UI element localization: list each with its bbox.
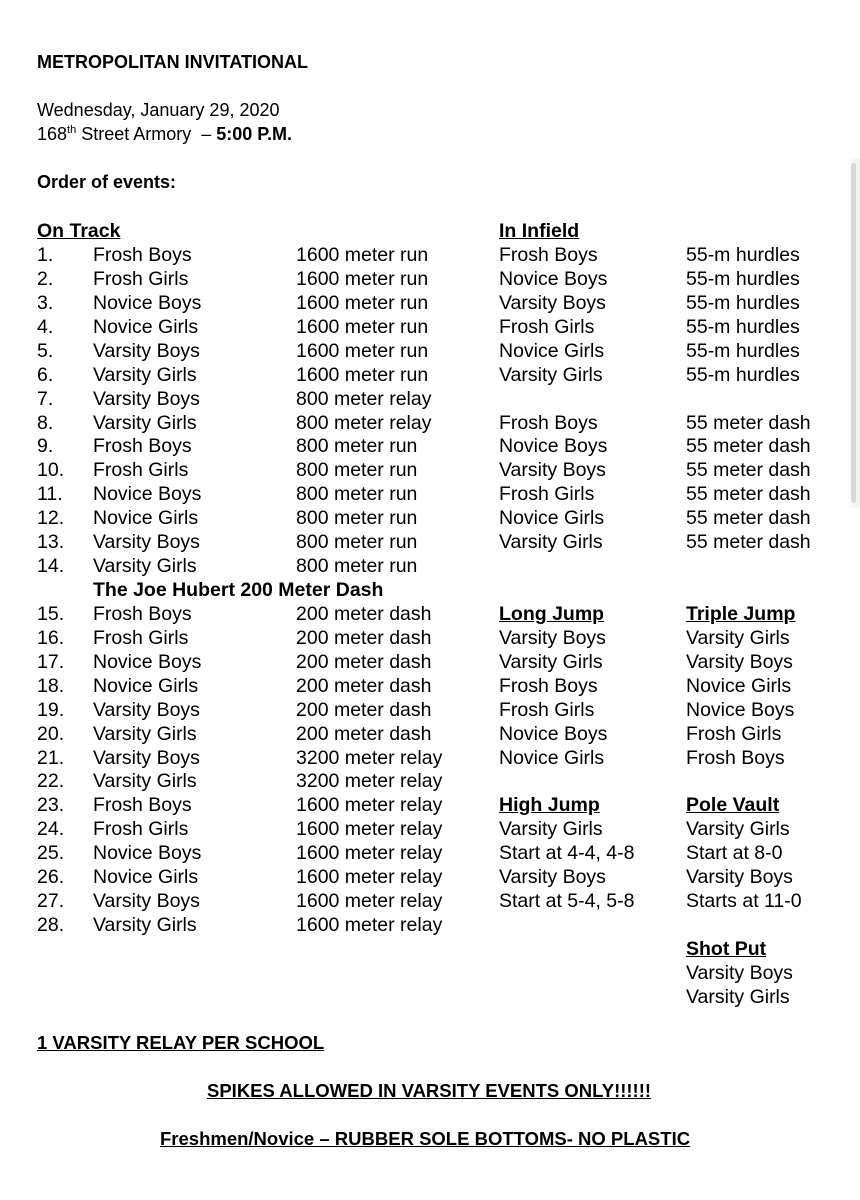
table-row bbox=[0, 530, 860, 554]
event-division: Novice Boys bbox=[93, 483, 202, 506]
event-division: Novice Boys bbox=[93, 650, 202, 673]
triple-jump-entry: Frosh Boys bbox=[686, 746, 785, 769]
shot-put-entry: Varsity Boys bbox=[686, 961, 793, 984]
event-name: 1600 meter relay bbox=[296, 890, 443, 913]
event-division: Varsity Girls bbox=[93, 411, 197, 434]
triple-jump-entry: Frosh Girls bbox=[686, 722, 782, 745]
table-row bbox=[0, 746, 860, 770]
table-row bbox=[0, 554, 860, 578]
infield-division: Frosh Girls bbox=[499, 315, 595, 338]
event-division: Frosh Girls bbox=[93, 818, 189, 841]
event-name: 1600 meter relay bbox=[296, 866, 443, 889]
event-number: 28. bbox=[37, 914, 65, 937]
event-number: 3. bbox=[37, 291, 54, 314]
table-row bbox=[0, 913, 860, 937]
shot-put-entry: Varsity Girls bbox=[686, 985, 790, 1008]
event-division: Frosh Boys bbox=[93, 244, 192, 266]
event-name: 1600 meter relay bbox=[296, 842, 443, 865]
event-number: 5. bbox=[37, 339, 54, 362]
high-jump-entry: Start at 4-4, 4-8 bbox=[499, 842, 635, 865]
event-number: 22. bbox=[37, 770, 65, 793]
long-jump-heading: Long Jump bbox=[499, 602, 605, 625]
triple-jump-entry: Varsity Girls bbox=[686, 626, 790, 649]
infield-event: 55 meter dash bbox=[686, 411, 811, 434]
event-division: Novice Boys bbox=[93, 291, 202, 314]
event-name: 200 meter dash bbox=[296, 626, 432, 649]
table-row bbox=[0, 698, 860, 722]
infield-event: 55 meter dash bbox=[686, 507, 811, 530]
special-event-heading: The Joe Hubert 200 Meter Dash bbox=[93, 579, 384, 602]
table-row bbox=[0, 339, 860, 363]
infield-event: 55-m hurdles bbox=[686, 244, 800, 266]
event-number: 26. bbox=[37, 866, 65, 889]
event-number: 17. bbox=[37, 650, 65, 673]
infield-division: Frosh Boys bbox=[499, 244, 598, 266]
event-name: 200 meter dash bbox=[296, 698, 432, 721]
event-division: Frosh Boys bbox=[93, 602, 192, 625]
event-number: 7. bbox=[37, 387, 54, 410]
table-row bbox=[0, 363, 860, 387]
event-number: 1. bbox=[37, 244, 54, 266]
event-division: Varsity Boys bbox=[93, 890, 200, 913]
meet-date: Wednesday, January 29, 2020 bbox=[37, 100, 280, 120]
infield-division: Novice Boys bbox=[499, 267, 608, 290]
event-number: 11. bbox=[37, 483, 63, 506]
long-jump-entry: Novice Boys bbox=[499, 722, 608, 745]
infield-event: 55 meter dash bbox=[686, 435, 811, 458]
event-division: Novice Girls bbox=[93, 315, 199, 338]
event-division: Novice Girls bbox=[93, 674, 199, 697]
table-row bbox=[0, 315, 860, 339]
long-jump-entry: Varsity Boys bbox=[499, 626, 606, 649]
table-row bbox=[0, 889, 860, 913]
table-row bbox=[0, 506, 860, 530]
event-name: 3200 meter relay bbox=[296, 770, 443, 793]
pole-vault-entry: Varsity Boys bbox=[686, 866, 793, 889]
event-number: 2. bbox=[37, 267, 54, 290]
event-number: 27. bbox=[37, 890, 65, 913]
event-number: 21. bbox=[37, 746, 65, 769]
event-division: Varsity Boys bbox=[93, 339, 200, 362]
high-jump-heading: High Jump bbox=[499, 794, 600, 817]
relay-rule-note: 1 VARSITY RELAY PER SCHOOL bbox=[37, 1032, 325, 1053]
event-number: 24. bbox=[37, 818, 65, 841]
event-name: 200 meter dash bbox=[296, 674, 432, 697]
page-title: METROPOLITAN INVITATIONAL bbox=[37, 52, 308, 72]
infield-division: Varsity Boys bbox=[499, 459, 606, 482]
infield-event: 55 meter dash bbox=[686, 531, 811, 554]
table-row bbox=[0, 411, 860, 435]
event-division: Frosh Girls bbox=[93, 626, 189, 649]
table-row bbox=[0, 817, 860, 841]
infield-division: Frosh Boys bbox=[499, 411, 598, 434]
pole-vault-entry: Starts at 11-0 bbox=[686, 890, 802, 913]
table-row bbox=[0, 434, 860, 458]
table-row bbox=[0, 267, 860, 291]
event-name: 1600 meter relay bbox=[296, 914, 443, 937]
event-name: 1600 meter run bbox=[296, 339, 429, 362]
event-division: Varsity Girls bbox=[93, 555, 197, 578]
event-division: Novice Girls bbox=[93, 507, 199, 530]
event-division: Novice Boys bbox=[93, 842, 202, 865]
event-number: 16. bbox=[37, 626, 65, 649]
table-row bbox=[0, 961, 860, 985]
event-number: 8. bbox=[37, 411, 54, 434]
table-row bbox=[0, 769, 860, 793]
event-number: 15. bbox=[37, 602, 65, 625]
infield-division: Varsity Girls bbox=[499, 531, 603, 554]
table-row bbox=[0, 458, 860, 482]
table-row bbox=[0, 674, 860, 698]
event-name: 200 meter dash bbox=[296, 602, 432, 625]
high-jump-entry: Varsity Girls bbox=[499, 818, 603, 841]
long-jump-entry: Frosh Boys bbox=[499, 674, 598, 697]
infield-division: Varsity Girls bbox=[499, 363, 603, 386]
event-number: 6. bbox=[37, 363, 54, 386]
event-number: 19. bbox=[37, 698, 65, 721]
event-division: Varsity Boys bbox=[93, 698, 200, 721]
event-division: Varsity Boys bbox=[93, 387, 200, 410]
table-row bbox=[0, 841, 860, 865]
infield-event: 55 meter dash bbox=[686, 459, 811, 482]
event-number: 23. bbox=[37, 794, 65, 817]
triple-jump-entry: Varsity Boys bbox=[686, 650, 793, 673]
table-row bbox=[0, 985, 860, 1009]
pole-vault-entry: Varsity Girls bbox=[686, 818, 790, 841]
event-division: Varsity Boys bbox=[93, 531, 200, 554]
table-row bbox=[0, 387, 860, 411]
in-infield-heading: In Infield bbox=[499, 220, 580, 242]
event-name: 800 meter run bbox=[296, 459, 418, 482]
event-number: 9. bbox=[37, 435, 54, 458]
table-row bbox=[0, 626, 860, 650]
event-name: 800 meter relay bbox=[296, 387, 432, 410]
event-number: 18. bbox=[37, 674, 65, 697]
event-number: 4. bbox=[37, 315, 54, 338]
event-name: 1600 meter run bbox=[296, 244, 429, 266]
infield-division: Novice Girls bbox=[499, 507, 605, 530]
high-jump-entry: Varsity Boys bbox=[499, 866, 606, 889]
event-division: Varsity Boys bbox=[93, 746, 200, 769]
venue-ordinal: th bbox=[67, 124, 77, 136]
infield-event: 55 meter dash bbox=[686, 483, 811, 506]
infield-event: 55-m hurdles bbox=[686, 363, 800, 386]
pole-vault-heading: Pole Vault bbox=[686, 794, 780, 817]
table-row bbox=[0, 482, 860, 506]
table-row bbox=[0, 650, 860, 674]
venue-number: 168 bbox=[37, 124, 68, 144]
event-number: 13. bbox=[37, 531, 65, 554]
event-name: 1600 meter relay bbox=[296, 818, 443, 841]
event-number: 20. bbox=[37, 722, 65, 745]
event-division: Varsity Girls bbox=[93, 770, 197, 793]
long-jump-entry: Frosh Girls bbox=[499, 698, 595, 721]
event-name: 1600 meter run bbox=[296, 363, 429, 386]
infield-event: 55-m hurdles bbox=[686, 339, 800, 362]
triple-jump-heading: Triple Jump bbox=[686, 602, 796, 625]
event-number: 12. bbox=[37, 507, 65, 530]
table-row bbox=[0, 291, 860, 315]
event-division: Frosh Girls bbox=[93, 267, 189, 290]
event-name: 1600 meter run bbox=[296, 291, 429, 314]
event-division: Varsity Girls bbox=[93, 914, 197, 937]
table-row bbox=[0, 722, 860, 746]
event-number: 14. bbox=[37, 555, 65, 578]
table-row bbox=[0, 865, 860, 889]
event-division: Frosh Girls bbox=[93, 459, 189, 482]
event-name: 800 meter run bbox=[296, 483, 418, 506]
event-name: 1600 meter run bbox=[296, 315, 429, 338]
on-track-heading: On Track bbox=[37, 220, 121, 242]
event-name: 800 meter run bbox=[296, 555, 418, 578]
scrollbar-thumb[interactable] bbox=[851, 163, 856, 503]
special-event-row bbox=[0, 578, 860, 602]
infield-event: 55-m hurdles bbox=[686, 315, 800, 338]
pole-vault-entry: Start at 8-0 bbox=[686, 842, 783, 865]
infield-division: Novice Girls bbox=[499, 339, 605, 362]
meet-venue bbox=[37, 122, 292, 146]
event-division: Varsity Girls bbox=[93, 363, 197, 386]
event-name: 200 meter dash bbox=[296, 650, 432, 673]
shot-put-heading: Shot Put bbox=[686, 937, 767, 960]
event-name: 800 meter run bbox=[296, 435, 418, 458]
venue-name: Street Armory – bbox=[76, 124, 217, 144]
event-name: 800 meter run bbox=[296, 531, 418, 554]
event-division: Varsity Girls bbox=[93, 722, 197, 745]
spikes-rule-note: SPIKES ALLOWED IN VARSITY EVENTS ONLY!!!!!! bbox=[207, 1080, 652, 1101]
event-number: 10. bbox=[37, 459, 65, 482]
event-division: Frosh Boys bbox=[93, 794, 192, 817]
event-name: 800 meter relay bbox=[296, 411, 432, 434]
long-jump-entry: Varsity Girls bbox=[499, 650, 603, 673]
sole-rule-note: Freshmen/Novice – RUBBER SOLE BOTTOMS- NO PLASTIC bbox=[160, 1128, 691, 1149]
order-of-events-label: Order of events: bbox=[37, 172, 177, 192]
infield-division: Frosh Girls bbox=[499, 483, 595, 506]
meet-time: 5:00 P.M. bbox=[216, 124, 292, 144]
table-row bbox=[0, 243, 860, 267]
infield-event: 55-m hurdles bbox=[686, 267, 800, 290]
high-jump-entry: Start at 5-4, 5-8 bbox=[499, 890, 635, 913]
infield-division: Varsity Boys bbox=[499, 291, 606, 314]
triple-jump-entry: Novice Boys bbox=[686, 698, 795, 721]
infield-event: 55-m hurdles bbox=[686, 291, 800, 314]
event-name: 3200 meter relay bbox=[296, 746, 443, 769]
triple-jump-entry: Novice Girls bbox=[686, 674, 792, 697]
event-number: 25. bbox=[37, 842, 65, 865]
event-division: Frosh Boys bbox=[93, 435, 192, 458]
event-name: 200 meter dash bbox=[296, 722, 432, 745]
event-name: 1600 meter run bbox=[296, 267, 429, 290]
event-name: 800 meter run bbox=[296, 507, 418, 530]
event-division: Novice Girls bbox=[93, 866, 199, 889]
long-jump-entry: Novice Girls bbox=[499, 746, 605, 769]
event-name: 1600 meter relay bbox=[296, 794, 443, 817]
infield-division: Novice Boys bbox=[499, 435, 608, 458]
